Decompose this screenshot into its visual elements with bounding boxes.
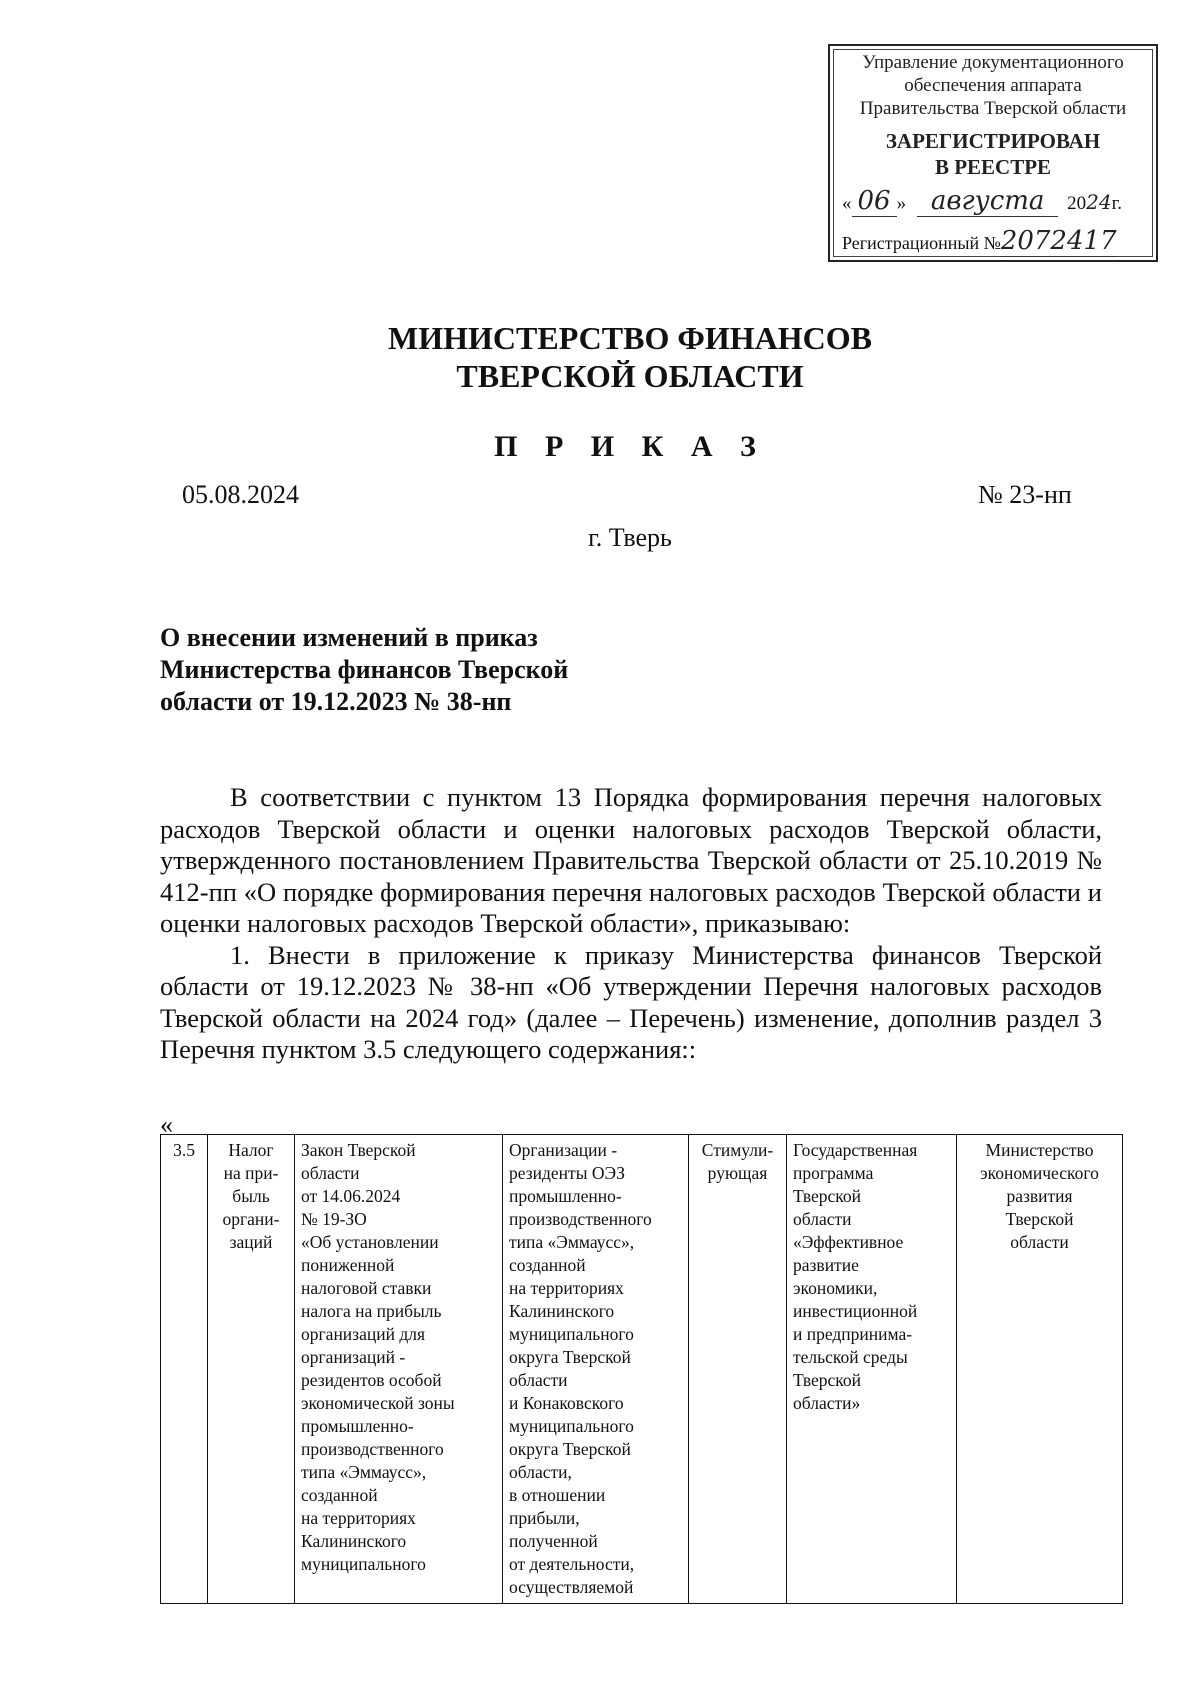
quote-mark: « (160, 1110, 173, 1139)
document-subject (160, 622, 680, 718)
document-date: 05.08.2024 (182, 480, 299, 509)
ministry-title-line-2: ТВЕРСКОЙ ОБЛАСТИ (456, 358, 804, 394)
stamp-month: августа (917, 186, 1059, 217)
cell-tax: Налог на при- быль органи- заций (208, 1135, 295, 1604)
stamp-year-unit: г. (1111, 193, 1123, 214)
ministry-title-line-1: МИНИСТЕРСТВО ФИНАНСОВ (388, 320, 872, 356)
subject-line-1: О внесении изменений в приказ (160, 623, 538, 652)
stamp-date (842, 186, 1152, 216)
cell-law: Закон Тверской области от 14.06.2024 № 19-ЗО «Об установлении пониженной налоговой ставки налога на прибыль организаций для организаций - резидентов особой экономической зоны промышленно- производственного типа «Эммаусс», созданной на территориях Калининского муниципального (295, 1135, 503, 1604)
registration-stamp (828, 44, 1158, 262)
cell-number: 3.5 (161, 1135, 208, 1604)
subject-line-3: области от 19.12.2023 № 38-нп (160, 687, 512, 716)
tax-expenses-table (160, 1134, 1123, 1604)
stamp-close-quote: » (896, 193, 907, 214)
cell-type: Стимули- рующая (689, 1135, 787, 1604)
stamp-open-quote: « (842, 193, 852, 214)
stamp-year-prefix: 20 (1067, 193, 1087, 214)
body-paragraph-2: 1. Внести в приложение к приказу Министерства финансов Тверской области от 19.12.2023 № 38-нп «Об утверждении Перечня налоговых расходов Тверской области на 2024 год» (далее – Перечень) изменение, дополнив раздел 3 Перечня пунктом 3.5 следующего содержания:: (160, 939, 1102, 1064)
stamp-reg-number: 2072417 (1000, 226, 1117, 256)
stamp-reg-label: Регистрационный № (842, 233, 1001, 253)
stamp-in-registry: В РЕЕСТРЕ (934, 155, 1052, 179)
stamp-line-3: Правительства Тверской области (859, 98, 1127, 119)
cell-program: Государственная программа Тверской области «Эффективное развитие экономики, инвестиционной и предпринима- тельской среды Тверской области» (787, 1135, 957, 1604)
document-number: № 23-нп (978, 480, 1072, 509)
stamp-day: 06 (852, 186, 897, 217)
body-paragraph-1: В соответствии с пунктом 13 Порядка формирования перечня налоговых расходов Тверской области и оценки налоговых расходов Тверской области, утвержденного постановлением Правительства Тверской области от 25.10.2019 № 412-пп «О порядке формирования перечня налоговых расходов Тверской области и оценки налоговых расходов Тверской области», приказываю: (160, 782, 1102, 938)
document-body (160, 782, 1102, 1066)
document-type: П Р И К А З (494, 430, 766, 463)
table-row (161, 1135, 1123, 1604)
stamp-year-suffix: 24 (1086, 190, 1112, 214)
stamp-registration (842, 226, 1152, 256)
document-city: г. Тверь (588, 523, 672, 552)
stamp-registered: ЗАРЕГИСТРИРОВАН (885, 129, 1101, 153)
cell-recipients: Организации - резиденты ОЭЗ промышленно- производственного типа «Эммаусс», созданной на территориях Калининского муниципального округа Тверской области и Конаковского муниципального округа Тверской области, в отношении прибыли, полученной от деятельности, осуществляемой (503, 1135, 689, 1604)
cell-curator: Министерство экономического развития Тверской области (957, 1135, 1123, 1604)
stamp-line-1: Управление документационного (862, 52, 1124, 73)
stamp-line-2: обеспечения аппарата (904, 75, 1082, 96)
subject-line-2: Министерства финансов Тверской (160, 655, 569, 684)
